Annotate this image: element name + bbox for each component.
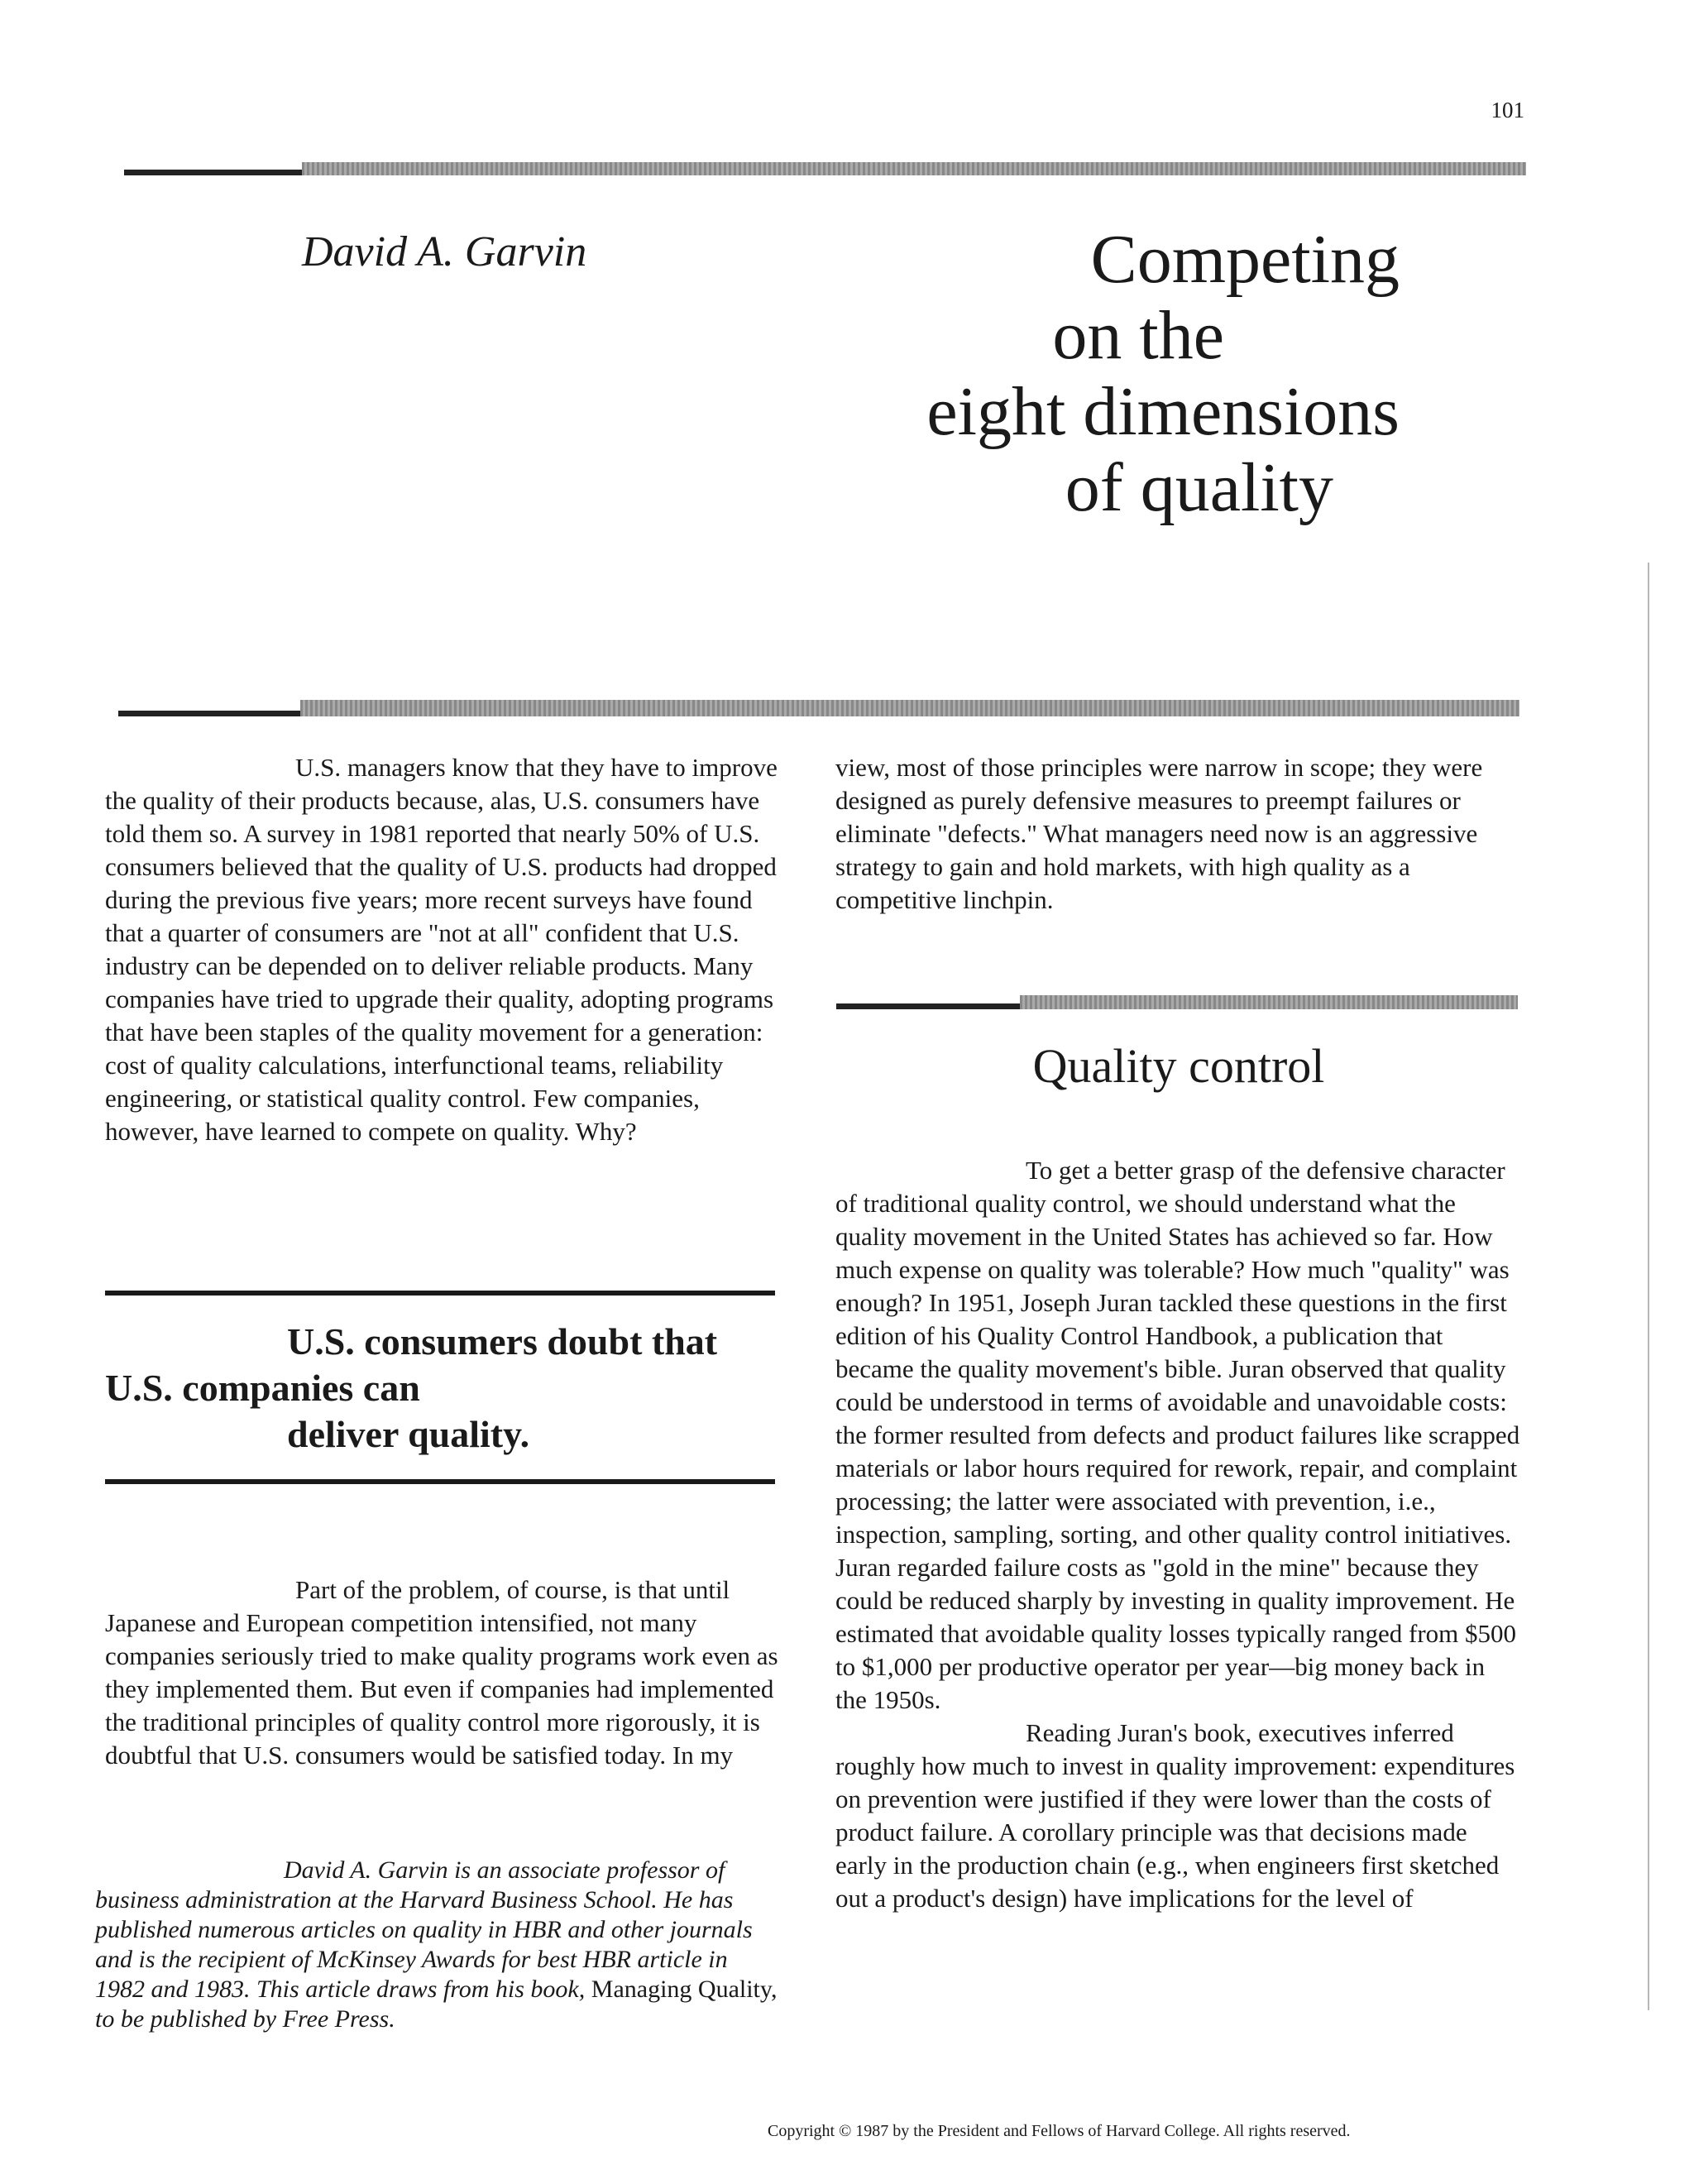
bio-text-end: to be published by Free Press. [95, 2005, 395, 2033]
continued-paragraph: view, most of those principles were narrow in scope; they were designed as purely defensive measures to preempt failures or eliminate "defects." What managers need now is an aggressive strategy to gain and hold markets, with high quality as a competitive linchpin. [835, 753, 1483, 914]
bio-paragraph [95, 1856, 782, 2034]
right-body [835, 1154, 1522, 1915]
section-rule [118, 700, 1519, 716]
left-intro [105, 751, 792, 1148]
qc-rule-grey [1020, 995, 1518, 1009]
pullquote-line: U.S. consumers doubt that [287, 1320, 718, 1363]
right-continued [835, 751, 1522, 917]
header-rule-dark [124, 170, 302, 175]
pullquote-text [105, 1319, 775, 1458]
qc-rule-dark [836, 1003, 1020, 1009]
pullquote-line: deliver quality. [287, 1413, 530, 1455]
title-line: on the [1052, 297, 1224, 374]
author-name: David A. Garvin [302, 228, 587, 275]
section-rule-grey [300, 700, 1519, 716]
quality-control-paragraph-2: Reading Juran's book, executives inferred roughly how much to invest in quality improvement: expenditures on prevention were justified if they were lower than the costs of product failure. A corollary principle was that decisions made early in the production chain (e.g., when engineers first sketched out a product's design) have implications for the level of [835, 1718, 1515, 1913]
pullquote-top-rule [105, 1291, 775, 1296]
title-line: Competing [1090, 221, 1400, 298]
book-title: Managing Quality, [591, 1976, 778, 2003]
bio-text: David A. Garvin is an associate professor of business administration at the Harvard Business School. He has published numerous articles on quality in HBR and other journals and is the recipient of McKinsey Awards for best HBR article in 1982 and 1983. This article draws from his book, [95, 1856, 753, 2003]
intro-paragraph: U.S. managers know that they have to improve the quality of their products because, alas, U.S. consumers have told them so. A survey in 1981 reported that nearly 50% of U.S. consumers believed that the quality of U.S. products had dropped during the previous five years; more recent surveys have found that a quarter of consumers are "not at all" confident that U.S. industry can be depended on to deliver reliable products. Many companies have tried to upgrade their quality, adopting programs that have been staples of the quality movement for a generation: cost of quality calculations, interfunctional teams, reliability engineering, or statistical quality control. Few companies, however, have learned to compete on quality. Why? [105, 753, 778, 1146]
title-line: eight dimensions [926, 373, 1400, 450]
problem-paragraph: Part of the problem, of course, is that until Japanese and European competition intensified, not many companies seriously tried to make quality programs work even as they implemented them. But even if companies had implemented the traditional principles of quality control more rigorously, it is doubtful that U.S. consumers would be satisfied today. In my [105, 1575, 778, 1770]
quality-control-paragraph-1: To get a better grasp of the defensive character of traditional quality control, we should understand what the quality movement in the United States has achieved so far. How much expense on quality was tolerable? How much "quality" was enough? In 1951, Joseph Juran tackled these questions in the first edition of his Quality Control Handbook, a publication that became the quality movement's bible. Juran observed that quality could be understood in terms of avoidable and unavoidable costs: the former resulted from defects and product failures like scrapped materials or labor hours required for rework, repair, and complaint processing; the latter were associated with prevention, i.e., inspection, sampling, sorting, and other quality control initiatives. Juran regarded failure costs as "gold in the mine" because they could be reduced sharply by investing in quality improvement. He estimated that avoidable quality losses typically ranged from $500 to $1,000 per productive operator per year—big money back in the 1950s. [835, 1156, 1520, 1714]
pullquote-bottom-rule [105, 1479, 775, 1484]
left-problem [105, 1573, 792, 1772]
pullquote-line: U.S. companies can [105, 1367, 420, 1409]
section-rule-dark [118, 711, 300, 716]
header-rule [124, 162, 1526, 175]
article-title [926, 222, 1400, 526]
title-line: of quality [1065, 449, 1333, 526]
copyright-notice: Copyright © 1987 by the President and Fellows of Harvard College. All rights reserved. [768, 2122, 1351, 2140]
section-heading-quality-control: Quality control [1032, 1039, 1325, 1093]
page-number: 101 [1491, 98, 1524, 122]
scan-edge-line [1648, 563, 1649, 2010]
header-rule-grey [302, 162, 1526, 175]
author-bio [95, 1856, 782, 2034]
pull-quote [105, 1291, 775, 1484]
quality-control-rule [836, 995, 1518, 1009]
